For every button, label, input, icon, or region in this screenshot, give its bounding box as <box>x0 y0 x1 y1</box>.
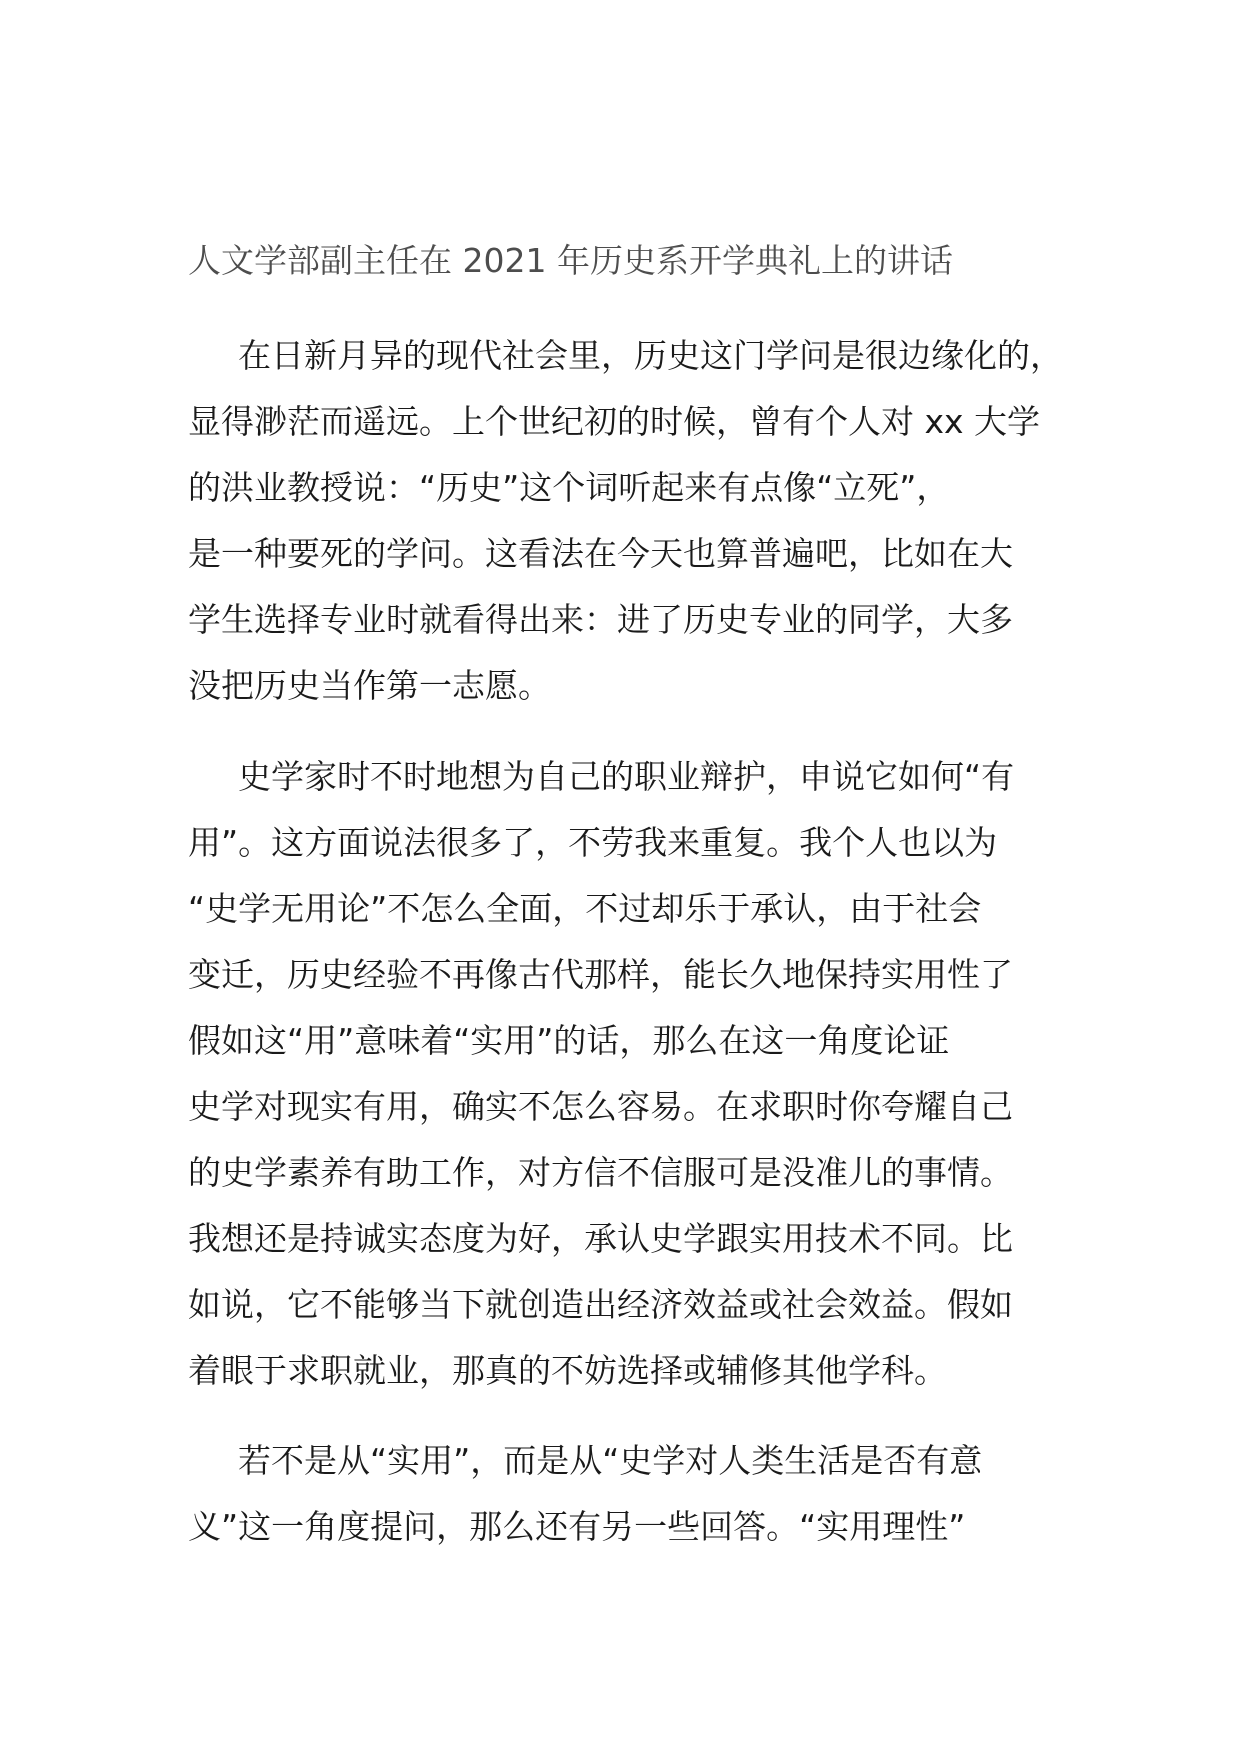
paragraph-line: 史学家时不时地想为自己的职业辩护，申说它如何“有 <box>238 757 1015 796</box>
paragraph-line: 变迁，历史经验不再像古代那样，能长久地保持实用性了 <box>188 955 1013 994</box>
paragraph-line: 显得渺茫而遥远。上个世纪初的时候，曾有个人对 xx 大学 <box>188 402 1041 441</box>
paragraph-line: 学生选择专业时就看得出来：进了历史专业的同学，大多 <box>188 600 1013 639</box>
paragraph-line: 着眼于求职就业，那真的不妨选择或辅修其他学科。 <box>188 1351 947 1390</box>
paragraph-line: 是一种要死的学问。这看法在今天也算普遍吧，比如在大 <box>188 534 1013 573</box>
paragraph-line: 如说，它不能够当下就创造出经济效益或社会效益。假如 <box>188 1285 1013 1324</box>
paragraph-line: 若不是从“实用”，而是从“史学对人类生活是否有意 <box>238 1441 983 1480</box>
paragraph-line: 用”。这方面说法很多了，不劳我来重复。我个人也以为 <box>188 823 998 862</box>
paragraph-line: 假如这“用”意味着“实用”的话，那么在这一角度论证 <box>188 1021 950 1060</box>
paragraph-3 <box>188 1428 982 1560</box>
paragraph-1 <box>188 323 1063 719</box>
paragraph-line: 没把历史当作第一志愿。 <box>188 666 551 705</box>
paragraph-line: 史学对现实有用，确实不怎么容易。在求职时你夸耀自己 <box>188 1087 1013 1126</box>
paragraph-line: 义”这一角度提问，那么还有另一些回答。“实用理性” <box>188 1507 966 1546</box>
paragraph-line: 的史学素养有助工作，对方信不信服可是没准儿的事情。 <box>188 1153 1013 1192</box>
document-title: 人文学部副主任在 2021 年历史系开学典礼上的讲话 <box>188 241 953 280</box>
paragraph-line: “史学无用论”不怎么全面，不过却乐于承认，由于社会 <box>188 889 982 928</box>
paragraph-line: 我想还是持诚实态度为好，承认史学跟实用技术不同。比 <box>188 1219 1013 1258</box>
paragraph-line: 在日新月异的现代社会里，历史这门学问是很边缘化的， <box>238 336 1063 375</box>
paragraph-line: 的洪业教授说：“历史”这个词听起来有点像“立死”， <box>188 468 950 507</box>
paragraph-2 <box>188 744 1014 1404</box>
